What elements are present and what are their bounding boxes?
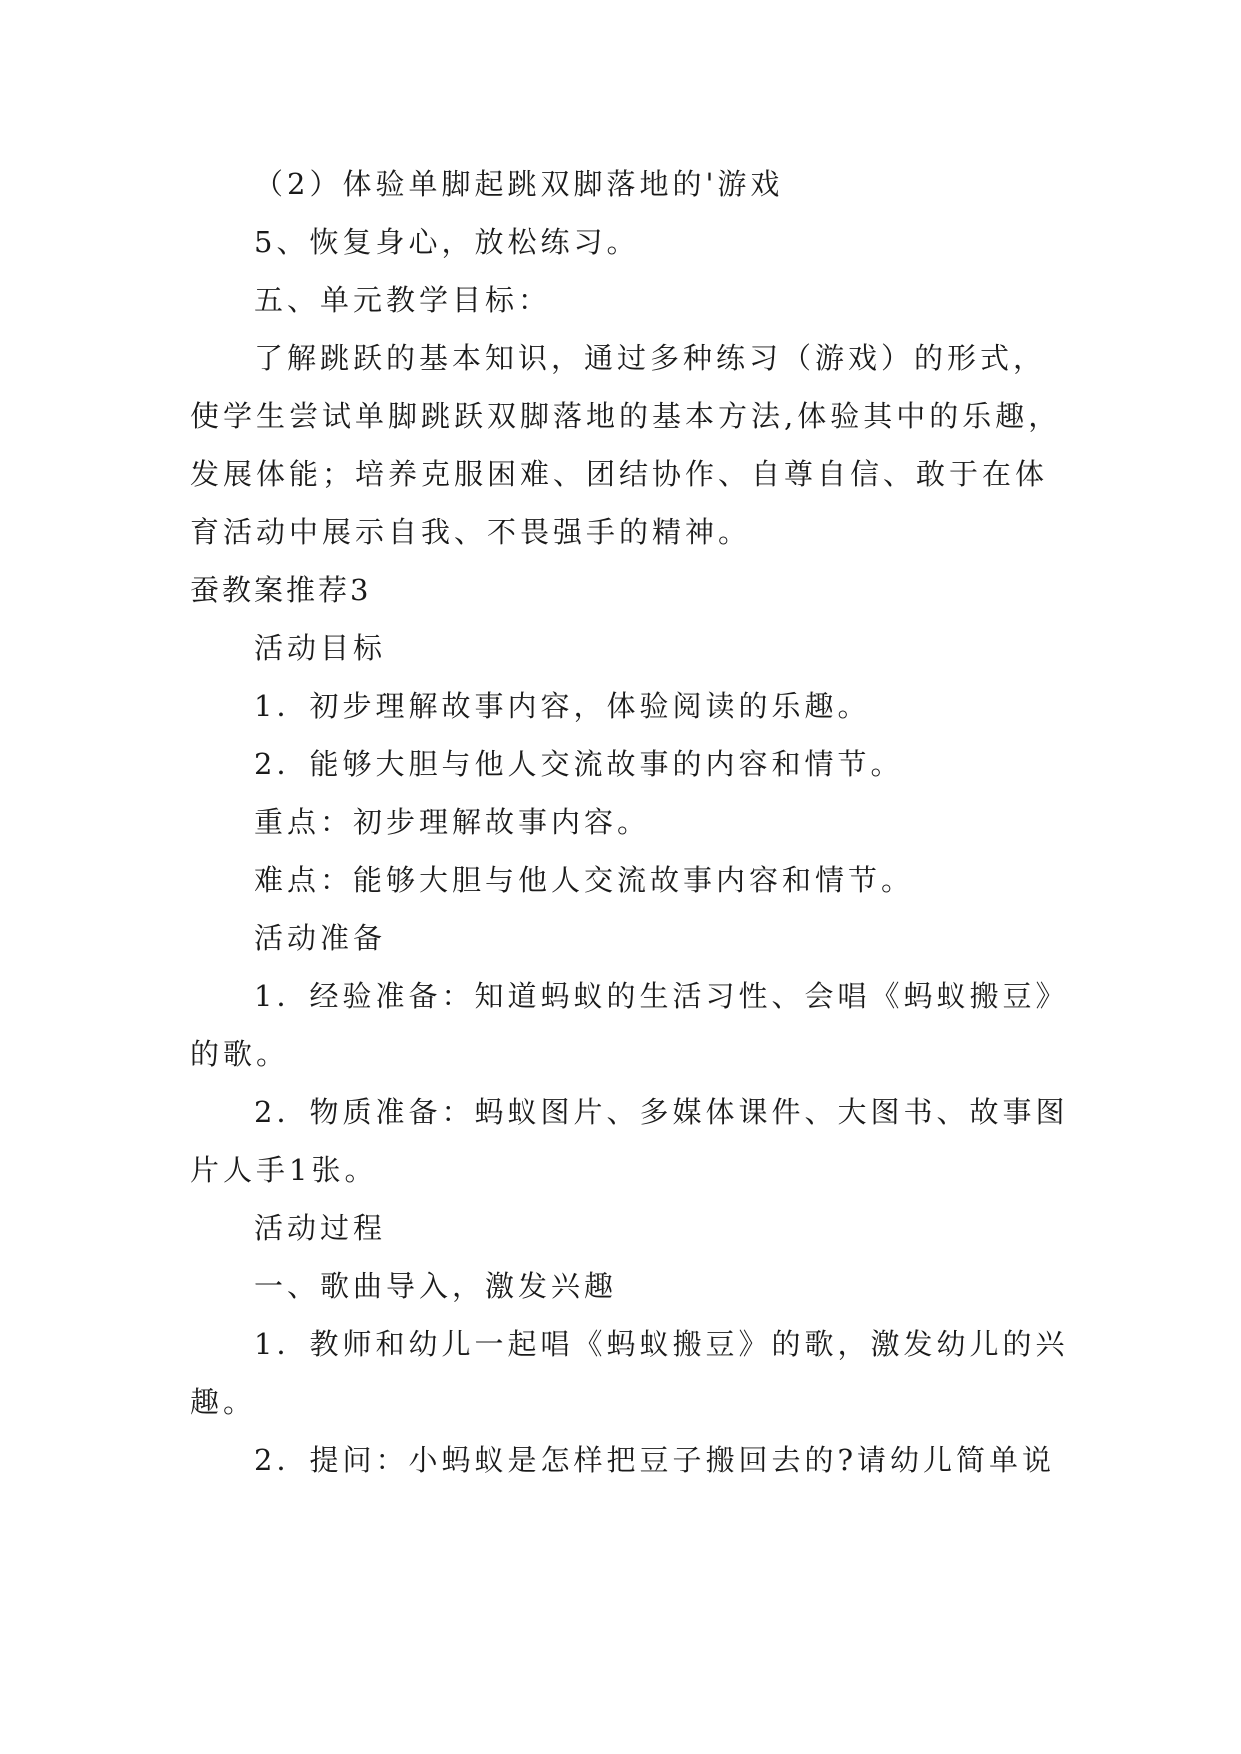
- paragraph-goal-1: 1．初步理解故事内容，体验阅读的乐趣。: [254, 689, 871, 723]
- paragraph-activity-goals: 活动目标: [254, 631, 387, 665]
- paragraph-activity-prep: 活动准备: [254, 921, 387, 955]
- paragraph-difficulty: 难点：能够大胆与他人交流故事内容和情节。: [254, 863, 915, 897]
- paragraph-game-experience: （2）体验单脚起跳双脚落地的'游戏: [254, 167, 784, 201]
- paragraph-activity-process: 活动过程: [254, 1211, 387, 1245]
- paragraph-song-intro: 一、歌曲导入，激发兴趣: [254, 1269, 618, 1303]
- section-title: 蚕教案推荐3: [190, 573, 372, 607]
- paragraph-unit-goals-body: 了解跳跃的基本知识，通过多种练习（游戏）的形式，使学生尝试单脚跳跃双脚落地的基本方法,体验其中的乐趣，发展体能；培养克服困难、团结协作、自尊自信、敢于在体育活动中展示自我、不畏强手的精神。: [190, 341, 1062, 549]
- paragraph-prep-materials: 2．物质准备：蚂蚁图片、多媒体课件、大图书、故事图片人手1张。: [190, 1095, 1069, 1187]
- paragraph-prep-experience: 1．经验准备：知道蚂蚁的生活习性、会唱《蚂蚁搬豆》的歌。: [190, 979, 1069, 1071]
- paragraph-question: 2．提问：小蚂蚁是怎样把豆子搬回去的?请幼儿简单说: [254, 1443, 1055, 1477]
- paragraph-key-point: 重点：初步理解故事内容。: [254, 805, 651, 839]
- paragraph-goal-2: 2．能够大胆与他人交流故事的内容和情节。: [254, 747, 904, 781]
- paragraph-sing-together: 1．教师和幼儿一起唱《蚂蚁搬豆》的歌，激发幼儿的兴趣。: [190, 1327, 1069, 1419]
- paragraph-unit-goals-heading: 五、单元教学目标：: [254, 283, 552, 317]
- paragraph-relax-exercise: 5、恢复身心，放松练习。: [254, 225, 640, 259]
